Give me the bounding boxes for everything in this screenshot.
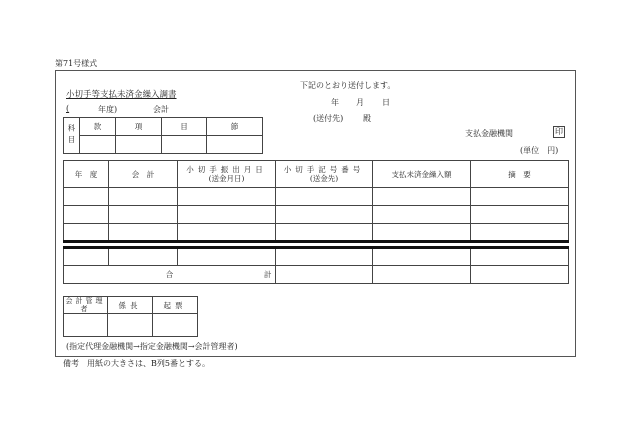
table-row [64, 206, 569, 224]
table-row [64, 224, 569, 242]
cell[interactable] [373, 188, 471, 206]
subject-cell[interactable] [80, 136, 116, 154]
header-check-number-label: 小切手記号番号 [283, 165, 365, 174]
unit-label: (単位 円) [520, 146, 559, 155]
subject-side-label: 科目 [64, 118, 80, 154]
table-row [64, 248, 569, 266]
header-check-number [276, 161, 373, 188]
remarks-note: 備考 用紙の大きさは、B列5番とする。 [63, 359, 210, 368]
subject-cell[interactable] [116, 136, 162, 154]
header-check-number-sub: (送金先) [309, 174, 339, 183]
total-label-left: 合 [64, 266, 276, 284]
approval-table [63, 296, 198, 337]
header-check-date [178, 161, 276, 188]
form-number: 第71号様式 [55, 59, 98, 68]
cell[interactable] [373, 248, 471, 266]
cell[interactable] [471, 248, 569, 266]
cell[interactable] [109, 248, 178, 266]
subject-header: 款 [80, 118, 116, 136]
seal-mark: 印 [555, 127, 563, 136]
cell[interactable] [178, 224, 276, 242]
header-check-date-sub: (送金月日) [208, 174, 245, 183]
subject-header: 節 [207, 118, 263, 136]
header-account: 会 計 [109, 161, 178, 188]
header-check-date-label: 小切手振出月日 [186, 165, 267, 174]
routing-text: (指定代理金融機関→指定金融機関→会計管理者) [66, 342, 238, 351]
recipient-label: (送付先) [313, 114, 344, 123]
header-remarks: 摘 要 [471, 161, 569, 188]
approval-stamp[interactable] [64, 314, 108, 337]
cell[interactable] [178, 206, 276, 224]
subject-header: 項 [116, 118, 162, 136]
approval-drafter: 起票 [153, 297, 198, 314]
total-amount[interactable] [373, 266, 471, 284]
cell[interactable] [64, 188, 109, 206]
cell[interactable] [64, 248, 109, 266]
approval-chief: 係長 [108, 297, 153, 314]
cell[interactable] [276, 248, 373, 266]
cell[interactable] [471, 206, 569, 224]
cell[interactable] [373, 206, 471, 224]
fiscal-year-label: 年度) [98, 105, 118, 114]
fiscal-year-line [66, 104, 170, 113]
approval-accountant: 会計管理者 [65, 297, 106, 313]
document-title: 小切手等支払未済金繰入調書 [66, 90, 177, 100]
subject-table [63, 117, 263, 154]
header-amount: 支払未済金繰入額 [373, 161, 471, 188]
date-month: 月 [356, 98, 364, 107]
cell[interactable] [64, 206, 109, 224]
cell[interactable] [109, 206, 178, 224]
subject-cell[interactable] [162, 136, 207, 154]
cell[interactable] [276, 224, 373, 242]
cell[interactable] [64, 224, 109, 242]
honorific: 殿 [363, 114, 371, 123]
paying-bank-label: 支払金融機関 [465, 129, 513, 138]
date-day: 日 [382, 98, 390, 107]
paren-open: ( [66, 104, 70, 113]
approval-stamp[interactable] [108, 314, 153, 337]
cell[interactable] [276, 206, 373, 224]
cell[interactable] [471, 224, 569, 242]
account-label: 会計 [153, 105, 169, 114]
cell[interactable] [373, 224, 471, 242]
cell[interactable] [178, 248, 276, 266]
cell[interactable] [178, 188, 276, 206]
date-year: 年 [331, 98, 339, 107]
total-remarks[interactable] [471, 266, 569, 284]
sending-text: 下記のとおり送付します。 [300, 81, 396, 90]
cell[interactable] [109, 224, 178, 242]
cell[interactable] [109, 188, 178, 206]
header-fiscal-year: 年 度 [64, 161, 109, 188]
cell[interactable] [276, 188, 373, 206]
total-row [64, 266, 569, 284]
subject-cell[interactable] [207, 136, 263, 154]
cell[interactable] [471, 188, 569, 206]
total-label-right: 計 [276, 266, 373, 284]
table-row [64, 188, 569, 206]
main-table [63, 160, 569, 284]
approval-stamp[interactable] [153, 314, 198, 337]
subject-header: 目 [162, 118, 207, 136]
